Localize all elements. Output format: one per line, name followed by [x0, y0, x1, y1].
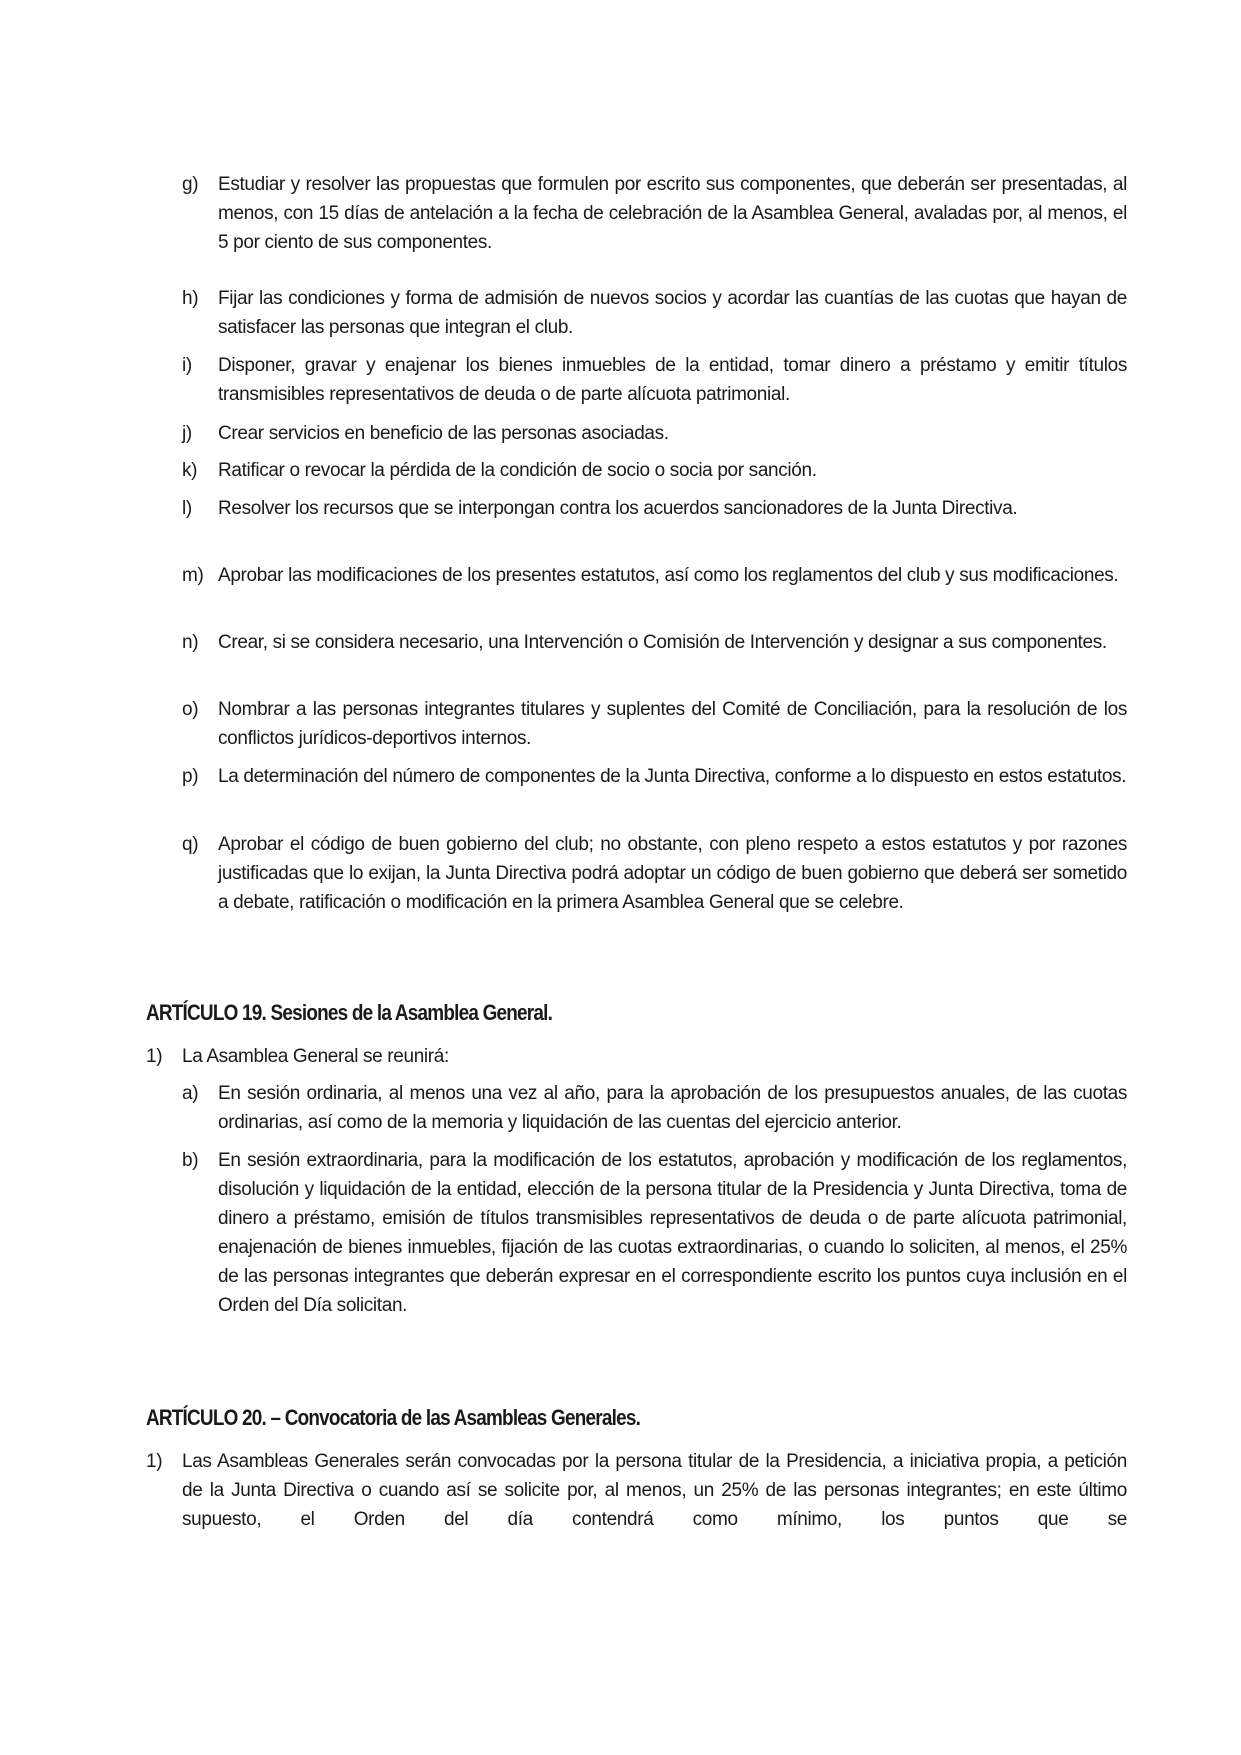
list-item-o — [182, 695, 1127, 753]
article-20-point-1 — [146, 1447, 1127, 1534]
article-19-subitem-a — [182, 1079, 1127, 1137]
list-item-text: Nombrar a las personas integrantes titulares y suplentes del Comité de Conciliación, para la resolución de los conflictos jurídicos-deportivos internos. — [218, 699, 1127, 749]
list-item-label: h) — [182, 288, 199, 309]
list-item-label: q) — [182, 834, 199, 855]
list-item-label: 1) — [146, 1451, 163, 1472]
list-item-label: i) — [182, 355, 192, 376]
list-item-l — [182, 494, 1127, 523]
list-item-label: b) — [182, 1150, 199, 1171]
list-item-label: p) — [182, 766, 199, 787]
list-item-label: g) — [182, 174, 199, 195]
list-item-n — [182, 628, 1127, 657]
list-item-text: La Asamblea General se reunirá: — [182, 1046, 449, 1067]
list-item-text: Aprobar el código de buen gobierno del club; no obstante, con pleno respeto a estos estatutos y por razones justificadas que lo exijan, la Junta Directiva podrá adoptar un código de buen gobierno que deberá ser sometido a debate, ratificación o modificación en la primera Asamblea General que se celebre. — [218, 834, 1127, 913]
list-item-k — [182, 456, 1127, 485]
list-item-j — [182, 419, 1127, 448]
list-item-text: La determinación del número de componentes de la Junta Directiva, conforme a lo dispuesto en estos estatutos. — [218, 766, 1127, 787]
list-item-text: Fijar las condiciones y forma de admisión de nuevos socios y acordar las cuantías de las cuotas que hayan de satisfacer las personas que integran el club. — [218, 288, 1127, 338]
list-item-label: 1) — [146, 1046, 163, 1067]
list-item-label: j) — [182, 423, 192, 444]
list-item-q — [182, 830, 1127, 917]
list-item-label: m) — [182, 565, 204, 586]
list-item-label: a) — [182, 1083, 199, 1104]
article-19-point-1 — [146, 1042, 1127, 1071]
article-19-heading: ARTÍCULO 19. Sesiones de la Asamblea General. — [146, 1000, 553, 1025]
list-item-label: o) — [182, 699, 199, 720]
list-item-p — [182, 762, 1127, 791]
list-item-m — [182, 561, 1127, 590]
list-item-label: l) — [182, 498, 192, 519]
list-item-text: Las Asambleas Generales serán convocadas por la persona titular de la Presidencia, a iniciativa propia, a petición de la Junta Directiva o cuando así se solicite por, al menos, un 25% de las personas integrantes; en este último supuesto, el Orden del día contendrá como mínimo, los puntos que se — [182, 1451, 1127, 1530]
list-item-text: En sesión ordinaria, al menos una vez al año, para la aprobación de los presupuestos anuales, de las cuotas ordinarias, así como de la memoria y liquidación de las cuentas del ejercicio anterior. — [218, 1083, 1127, 1133]
list-item-label: k) — [182, 460, 198, 481]
list-item-label: n) — [182, 632, 199, 653]
list-item-text: Aprobar las modificaciones de los presentes estatutos, así como los reglamentos del club y sus modificaciones. — [218, 565, 1119, 586]
article-20-heading: ARTÍCULO 20. – Convocatoria de las Asambleas Generales. — [146, 1405, 641, 1430]
list-item-text: Disponer, gravar y enajenar los bienes inmuebles de la entidad, tomar dinero a préstamo y emitir títulos transmisibles representativos de deuda o de parte alícuota patrimonial. — [218, 355, 1127, 405]
list-item-text: Estudiar y resolver las propuestas que formulen por escrito sus componentes, que deberán ser presentadas, al menos, con 15 días de antelación a la fecha de celebración de la Asamblea General, avaladas por, al menos, el 5 por ciento de sus componentes. — [218, 174, 1127, 253]
article-19-subitem-b — [182, 1146, 1127, 1320]
list-item-i — [182, 351, 1127, 409]
list-item-text: Crear servicios en beneficio de las personas asociadas. — [218, 423, 669, 444]
list-item-text: En sesión extraordinaria, para la modificación de los estatutos, aprobación y modificación de los reglamentos, disolución y liquidación de la entidad, elección de la persona titular de la Presidencia y Junta Directiva, toma de dinero a préstamo, emisión de títulos transmisibles representativos de deuda o de parte alícuota patrimonial, enajenación de bienes inmuebles, fijación de las cuotas extraordinarias, o cuando lo soliciten, al menos, el 25% de las personas integrantes que deberán expresar en el correspondiente escrito los puntos cuya inclusión en el Orden del Día solicitan. — [218, 1150, 1127, 1316]
list-item-text: Resolver los recursos que se interpongan contra los acuerdos sancionadores de la Junta Directiva. — [218, 498, 1018, 519]
list-item-text: Ratificar o revocar la pérdida de la condición de socio o socia por sanción. — [218, 460, 817, 481]
list-item-text: Crear, si se considera necesario, una Intervención o Comisión de Intervención y designar a sus componentes. — [218, 632, 1107, 653]
list-item-h — [182, 284, 1127, 342]
list-item-g — [182, 170, 1127, 257]
